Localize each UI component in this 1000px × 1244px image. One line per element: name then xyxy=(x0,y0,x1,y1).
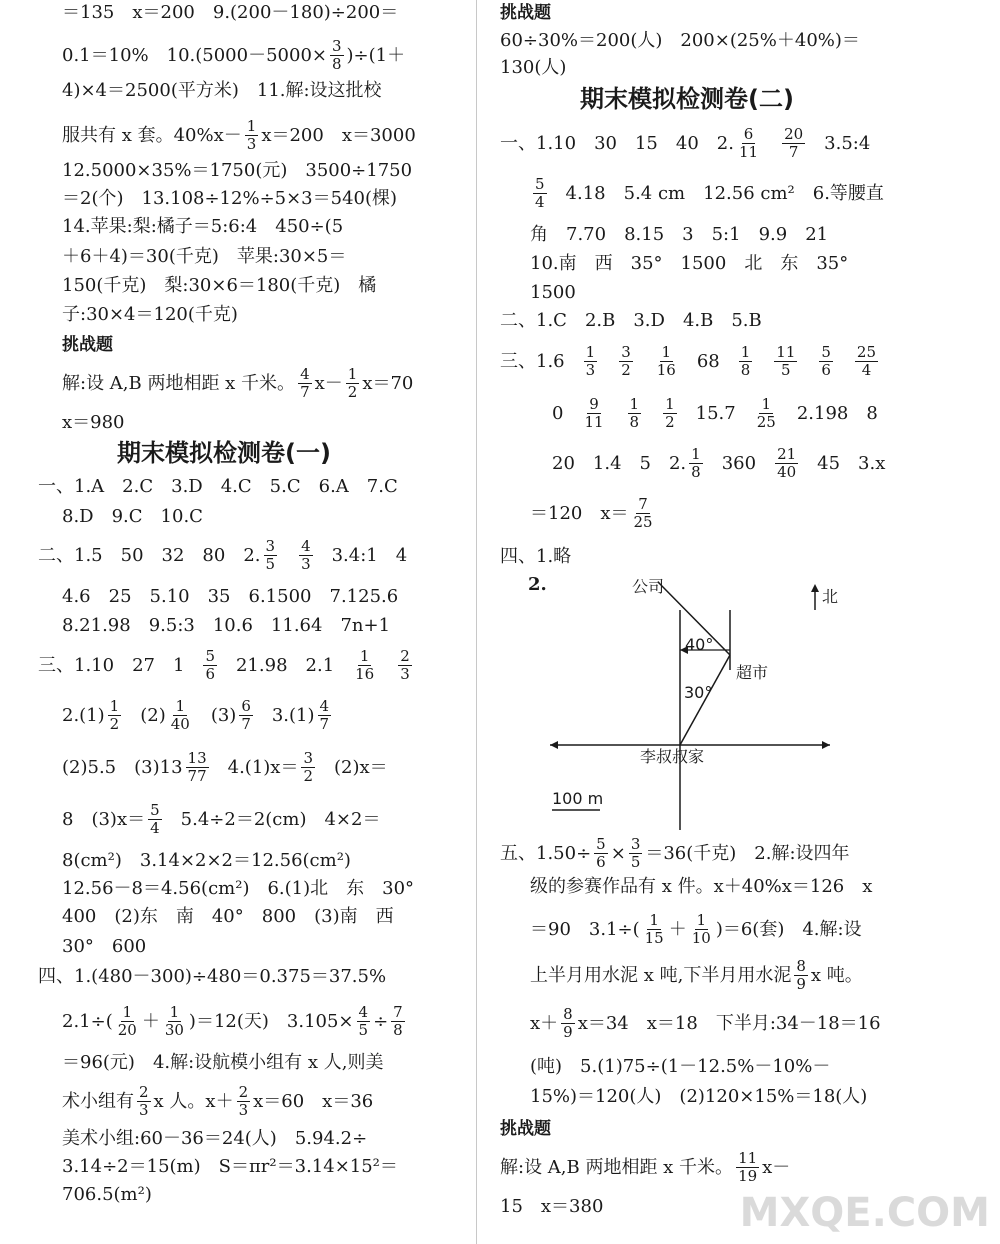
fraction: $\frac{3}{2}$ xyxy=(621,343,631,379)
fraction: $\frac{21}{40}$ xyxy=(777,445,797,481)
answer-line: 0 $\frac{9}{11}$ $\frac{1}{8}$ $\frac{1}{2}$ 15.7 $\frac{1}{25}$ 2.198 8 xyxy=(552,395,878,431)
answer-line: 服共有 x 套。40%x－ $\frac{1}{3}$ x＝200 x＝3000 xyxy=(62,117,416,153)
answer-line: 美术小组:60－36＝24(人) 5.94.2÷ xyxy=(62,1128,368,1149)
answer-line: ＝90 3.1÷( $\frac{1}{15}$ ＋ $\frac{1}{10}$ )＝6(套) 4.解:设 xyxy=(530,911,862,947)
answer-line: 8.21.98 9.5:3 10.6 11.64 7n+1 xyxy=(62,615,391,636)
fraction: $\frac{5}{4}$ xyxy=(150,801,160,837)
fraction: $\frac{3}{2}$ xyxy=(303,749,313,785)
fraction: $\frac{5}{6}$ xyxy=(596,835,606,871)
fraction: $\frac{1}{2}$ xyxy=(665,395,675,431)
arrow-west-icon xyxy=(550,741,558,749)
answer-line: 60÷30%＝200(人) 200×(25%＋40%)＝ xyxy=(500,30,860,51)
answer-line: 级的参赛作品有 x 件。x＋40%x＝126 x xyxy=(530,876,873,897)
watermark: MXQE.COM xyxy=(739,1190,990,1236)
answer-line: 解:设 A,B 两地相距 x 千米。 $\frac{11}{19}$ x－ xyxy=(500,1149,791,1185)
fraction: $\frac{1}{2}$ xyxy=(109,697,120,733)
answer-line: ＝135 x＝200 9.(200－180)÷200＝ xyxy=(62,2,399,23)
direction-diagram xyxy=(540,570,860,830)
answer-line: 角 7.70 8.15 3 5:1 9.9 21 xyxy=(530,224,829,245)
fraction: $\frac{1}{8}$ xyxy=(691,445,701,481)
answer-line: 8.D 9.C 10.C xyxy=(62,506,203,527)
answer-line: ＝120 x＝ $\frac{7}{25}$ xyxy=(530,495,653,531)
answer-line: 一、1.A 2.C 3.D 4.C 5.C 6.A 7.C xyxy=(38,476,398,497)
fraction: $\frac{2}{3}$ xyxy=(238,1083,249,1119)
answer-line: ＝96(元) 4.解:设航模小组有 x 人,则美 xyxy=(62,1052,384,1073)
company-label: 公司 xyxy=(632,577,665,596)
fraction: $\frac{1}{20}$ xyxy=(117,1003,137,1039)
answer-line: 四、1.(480－300)÷480＝0.375＝37.5% xyxy=(38,966,387,987)
fraction: $\frac{6}{11}$ xyxy=(738,125,759,161)
answer-line: 15 x＝380 xyxy=(500,1196,604,1217)
fraction: $\frac{1}{16}$ xyxy=(656,343,676,379)
page-title: 期末模拟检测卷(一) xyxy=(117,439,331,467)
arrow-east-icon xyxy=(822,741,830,749)
fraction: $\frac{2}{3}$ xyxy=(400,647,410,683)
fraction: $\frac{1}{25}$ xyxy=(756,395,776,431)
fraction: $\frac{8}{9}$ xyxy=(796,957,806,993)
answer-line: (吨) 5.(1)75÷(1－12.5%－10%－ xyxy=(530,1056,831,1077)
answer-line: 五、1.50÷ $\frac{5}{6}$ × $\frac{3}{5}$ ＝36(千克) 2.解:设四年 xyxy=(500,835,850,871)
answer-line: 3.14÷2＝15(m) S＝πr²＝3.14×15²＝ xyxy=(62,1156,398,1177)
answer-line: 2.1÷( $\frac{1}{20}$ ＋ $\frac{1}{30}$ )＝12(天) 3.105× $\frac{4}{5}$ ÷ $\frac{7}{8}$ xyxy=(62,1003,403,1039)
fraction: $\frac{5}{6}$ xyxy=(205,647,215,683)
fraction: $\frac{9}{11}$ xyxy=(584,395,604,431)
fraction: $\frac{20}{7}$ xyxy=(784,125,804,161)
fraction: $\frac{5}{4}$ xyxy=(535,175,545,211)
fraction: $\frac{1}{8}$ xyxy=(629,395,640,431)
answer-line: x＋ $\frac{8}{9}$ x＝34 x＝18 下半月:34－18＝16 xyxy=(530,1005,881,1041)
answer-line: 12.5000×35%＝1750(元) 3500÷1750 xyxy=(62,160,413,181)
page-title: 期末模拟检测卷(二) xyxy=(580,85,794,113)
fraction: $\frac{1}{15}$ xyxy=(644,911,664,947)
answer-line: 上半月用水泥 x 吨,下半月用水泥 $\frac{8}{9}$ x 吨。 xyxy=(530,957,863,993)
answer-line: 15%)＝120(人) (2)120×15%＝18(人) xyxy=(530,1086,868,1107)
answer-line: (2)5.5 (3)13 $\frac{13}{77}$ 4.(1)x＝ $\frac{3}{2}$ (2)x＝ xyxy=(62,749,388,785)
fraction: $\frac{8}{9}$ xyxy=(563,1005,573,1041)
answer-line: 二、1.5 50 32 80 2. $\frac{3}{5}$ $\frac{4}{3}$ 3.4:1 4 xyxy=(38,537,408,573)
north-arrow-icon xyxy=(811,584,819,592)
fraction: $\frac{1}{40}$ xyxy=(170,697,190,733)
answer-line: 400 (2)东 南 40° 800 (3)南 西 xyxy=(62,906,394,927)
fraction: $\frac{2}{3}$ xyxy=(139,1083,149,1119)
fraction: $\frac{3}{5}$ xyxy=(630,835,641,871)
scale-label: 100 m xyxy=(552,789,604,808)
fraction: $\frac{1}{2}$ xyxy=(347,365,358,401)
section-heading: 挑战题 xyxy=(500,1119,551,1139)
fraction: $\frac{5}{6}$ xyxy=(821,343,831,379)
fraction: $\frac{7}{25}$ xyxy=(633,495,653,531)
fraction: $\frac{4}{7}$ xyxy=(319,697,330,733)
section-heading: 挑战题 xyxy=(62,335,113,355)
market-label: 超市 xyxy=(736,663,769,682)
answer-line: 三、1.6 $\frac{1}{3}$ $\frac{3}{2}$ $\frac{1}{16}$ 68 $\frac{1}{8}$ $\frac{11}{5}$ $\frac{5}{6}$ $\frac{25}{4}$ xyxy=(500,343,877,379)
answer-line: 12.56－8＝4.56(cm²) 6.(1)北 东 30° xyxy=(62,878,415,899)
fraction: $\frac{1}{3}$ xyxy=(585,343,596,379)
answer-line: ＋6＋4)＝30(千克) 苹果:30×5＝ xyxy=(62,246,347,267)
fraction: $\frac{25}{4}$ xyxy=(856,343,877,379)
answer-line: 二、1.C 2.B 3.D 4.B 5.B xyxy=(500,310,762,331)
answer-line: 0.1＝10% 10.(5000－5000× $\frac{3}{8}$ )÷(1＋ xyxy=(62,37,406,73)
answer-line: 解:设 A,B 两地相距 x 千米。 $\frac{4}{7}$ x－ $\frac{1}{2}$ x＝70 xyxy=(62,365,414,401)
answer-line: 30° 600 xyxy=(62,936,147,957)
answer-line: 四、1.略 xyxy=(500,546,572,567)
answer-line: 14.苹果:梨:橘子＝5:6:4 450÷(5 xyxy=(62,216,344,237)
answer-line: 一、1.10 30 15 40 2. $\frac{6}{11}$ $\frac{20}{7}$ 3.5:4 xyxy=(500,125,871,161)
fraction: $\frac{13}{77}$ xyxy=(187,749,207,785)
fraction: $\frac{1}{30}$ xyxy=(164,1003,184,1039)
fraction: $\frac{1}{16}$ xyxy=(355,647,375,683)
answer-line: 706.5(m²) xyxy=(62,1184,152,1205)
north-label: 北 xyxy=(822,587,839,606)
answer-line: 8(cm²) 3.14×2×2＝12.56(cm²) xyxy=(62,850,351,871)
fraction: $\frac{11}{5}$ xyxy=(776,343,796,379)
fraction: $\frac{1}{8}$ xyxy=(740,343,751,379)
fraction: $\frac{4}{5}$ xyxy=(358,1003,369,1039)
fraction: $\frac{4}{7}$ xyxy=(300,365,310,401)
angle-30-label: 30° xyxy=(684,683,713,702)
fraction: $\frac{3}{8}$ xyxy=(331,37,342,73)
answer-line: 术小组有 $\frac{2}{3}$ x 人。x＋ $\frac{2}{3}$ x＝60 x＝36 xyxy=(62,1083,374,1119)
angle-40-label: 40° xyxy=(685,635,714,654)
fraction: $\frac{11}{19}$ xyxy=(738,1149,758,1185)
answer-line: 4)×4＝2500(平方米) 11.解:设这批校 xyxy=(62,80,382,101)
answer-line: ＝2(个) 13.108÷12%÷5×3＝540(棵) xyxy=(62,188,398,209)
answer-line: 子:30×4＝120(千克) xyxy=(62,304,238,325)
fraction: $\frac{4}{3}$ xyxy=(301,537,311,573)
fraction: $\frac{1}{3}$ xyxy=(246,117,257,153)
fraction: $\frac{6}{7}$ xyxy=(241,697,251,733)
answer-line: 10.南 西 35° 1500 北 东 35° xyxy=(530,253,849,274)
answer-line: x＝980 xyxy=(62,412,125,433)
answer-line: 4.6 25 5.10 35 6.1500 7.125.6 xyxy=(62,586,399,607)
home-label: 李叔叔家 xyxy=(640,747,705,766)
answer-line: 2.(1) $\frac{1}{2}$ (2) $\frac{1}{40}$ (3) $\frac{6}{7}$ 3.(1) $\frac{4}{7}$ xyxy=(62,697,330,733)
section-heading: 挑战题 xyxy=(500,3,551,23)
answer-line: 三、1.10 27 1 $\frac{5}{6}$ 21.98 2.1 $\frac{1}{16}$ $\frac{2}{3}$ xyxy=(38,647,410,683)
column-divider xyxy=(476,0,477,1244)
fraction: $\frac{1}{10}$ xyxy=(691,911,711,947)
answer-line: 1500 xyxy=(530,282,576,303)
answer-line: 20 1.4 5 2. $\frac{1}{8}$ 360 $\frac{21}{40}$ 45 3.x xyxy=(552,445,886,481)
answer-line: 8 (3)x＝ $\frac{5}{4}$ 5.4÷2＝2(cm) 4×2＝ xyxy=(62,801,381,837)
answer-line: 150(千克) 梨:30×6＝180(千克) 橘 xyxy=(62,275,377,296)
answer-line: 130(人) xyxy=(500,57,567,78)
answer-line: $\frac{5}{4}$ 4.18 5.4 cm 12.56 cm² 6.等腰直 xyxy=(535,175,884,211)
fraction: $\frac{3}{5}$ xyxy=(265,537,276,573)
fraction: $\frac{7}{8}$ xyxy=(393,1003,403,1039)
answer-line: 2. xyxy=(528,574,547,595)
